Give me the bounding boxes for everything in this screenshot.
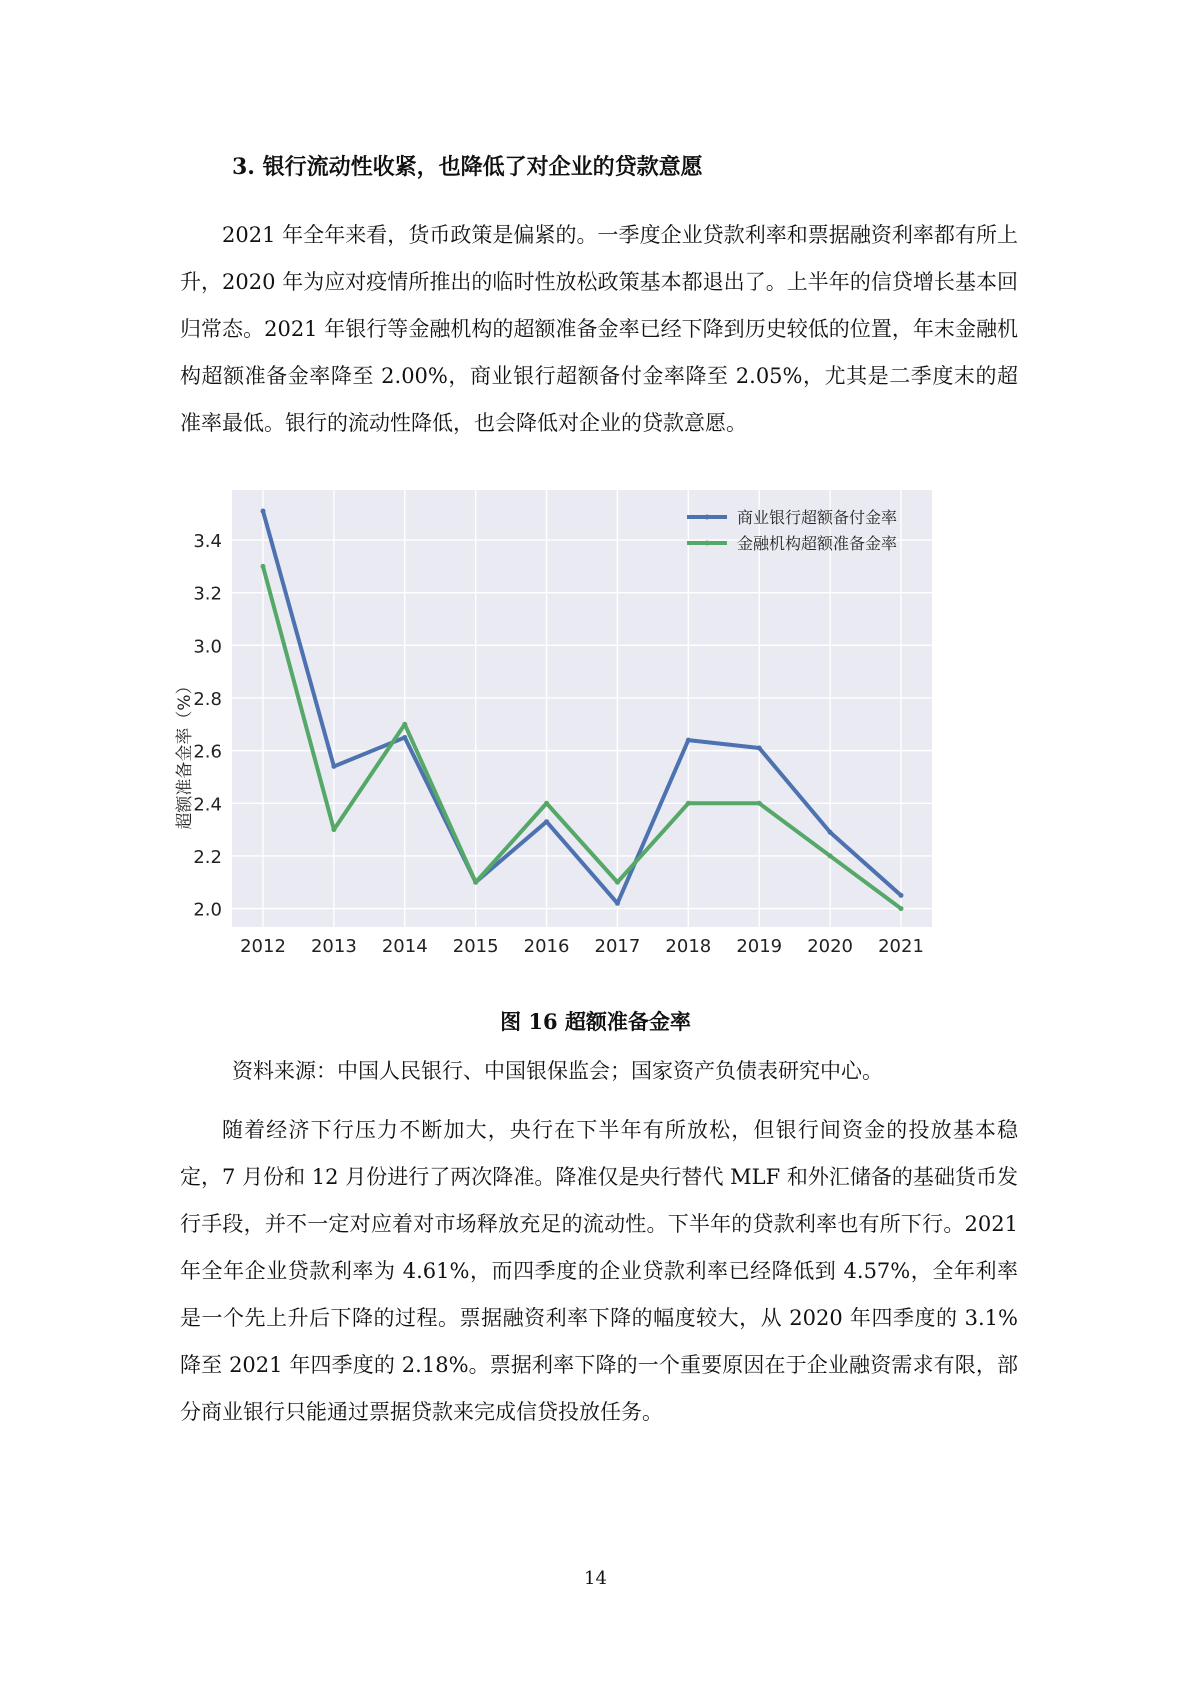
- series-1-point: [615, 901, 620, 906]
- series-1-point: [828, 830, 833, 835]
- x-tick-label: 2019: [736, 936, 783, 957]
- x-tick-label: 2012: [240, 936, 286, 957]
- y-tick-label: 3.4: [193, 531, 222, 553]
- y-tick-label: 3.0: [193, 636, 222, 658]
- legend-marker-1: [705, 515, 710, 520]
- x-tick-label: 2017: [594, 936, 641, 957]
- legend-marker-2: [705, 541, 710, 546]
- series-2-point: [331, 827, 336, 832]
- series-2-point: [402, 722, 407, 727]
- series-1-point: [686, 738, 691, 743]
- series-1-point: [261, 509, 266, 514]
- y-tick-label: 2.2: [193, 846, 222, 868]
- paragraph-1-text: 2021 年全年来看，货币政策是偏紧的。一季度企业贷款利率和票据融资利率都有所上升，2020 年为应对疫情所推出的临时性放松政策基本都退出了。上半年的信贷增长基本回归常态。2021 年银行等金融机构的超额准备金率已经下降到历史较低的位置，年末金融机构超额准备金率降至 2.00%，商业银行超额备付金率降至 2.05%，尤其是二季度末的超准率最低。银行的流动性降低，也会降低对企业的贷款意愿。: [180, 223, 1018, 435]
- series-1-point: [331, 764, 336, 769]
- paragraph-2-text: 随着经济下行压力不断加大，央行在下半年有所放松，但银行间资金的投放基本稳定，7 月份和 12 月份进行了两次降准。降准仅是央行替代 MLF 和外汇储备的基础货币发行手段，并不一定对应着对市场释放充足的流动性。下半年的贷款利率也有所下行。2021 年全年企业贷款利率为 4.61%，而四季度的企业贷款利率已经降低到 4.57%，全年利率是一个先上升后下降的过程。票据融资利率下降的幅度较大，从 2020 年四季度的 3.1%降至 2021 年四季度的 2.18%。票据利率下降的一个重要原因在于企业融资需求有限，部分商业银行只能通过票据贷款来完成信贷投放任务。: [180, 1118, 1018, 1424]
- x-tick-label: 2021: [878, 936, 924, 957]
- series-2-point: [261, 564, 266, 569]
- y-axis-label: 超额准备金率（%）: [175, 677, 195, 830]
- series-1-point: [899, 893, 904, 898]
- x-tick-label: 2020: [807, 936, 854, 957]
- paragraph-1: [180, 212, 1018, 447]
- series-1-point: [757, 745, 762, 750]
- y-tick-label: 2.8: [193, 688, 222, 710]
- chart-svg: [160, 490, 1020, 990]
- y-tick-label: 3.2: [193, 583, 222, 605]
- y-tick-label: 2.0: [193, 899, 222, 921]
- x-tick-label: 2016: [523, 936, 570, 957]
- x-tick-label: 2013: [310, 936, 357, 957]
- paragraph-2: [180, 1107, 1018, 1436]
- y-tick-label: 2.4: [193, 794, 222, 816]
- series-2-point: [686, 801, 691, 806]
- x-tick-label: 2014: [381, 936, 428, 957]
- x-tick-label: 2015: [452, 936, 499, 957]
- legend-label-1: 商业银行超额备付金率: [737, 508, 898, 527]
- series-2-point: [544, 801, 549, 806]
- series-2-point: [473, 880, 478, 885]
- y-tick-label: 2.6: [193, 741, 222, 763]
- series-1-point: [402, 735, 407, 740]
- series-1-point: [544, 819, 549, 824]
- x-tick-label: 2018: [665, 936, 712, 957]
- figure-source: 资料来源：中国人民银行、中国银保监会；国家资产负债表研究中心。: [232, 1059, 883, 1083]
- series-2-point: [899, 906, 904, 911]
- figure-caption: 图 16 超额准备金率: [500, 1009, 691, 1034]
- page-number: 14: [584, 1568, 607, 1589]
- series-2-point: [615, 880, 620, 885]
- series-2-point: [757, 801, 762, 806]
- excess-reserve-chart: [160, 490, 1020, 990]
- section-heading: 3. 银行流动性收紧，也降低了对企业的贷款意愿: [232, 154, 703, 180]
- series-2-point: [828, 853, 833, 858]
- legend-label-2: 金融机构超额准备金率: [737, 534, 898, 553]
